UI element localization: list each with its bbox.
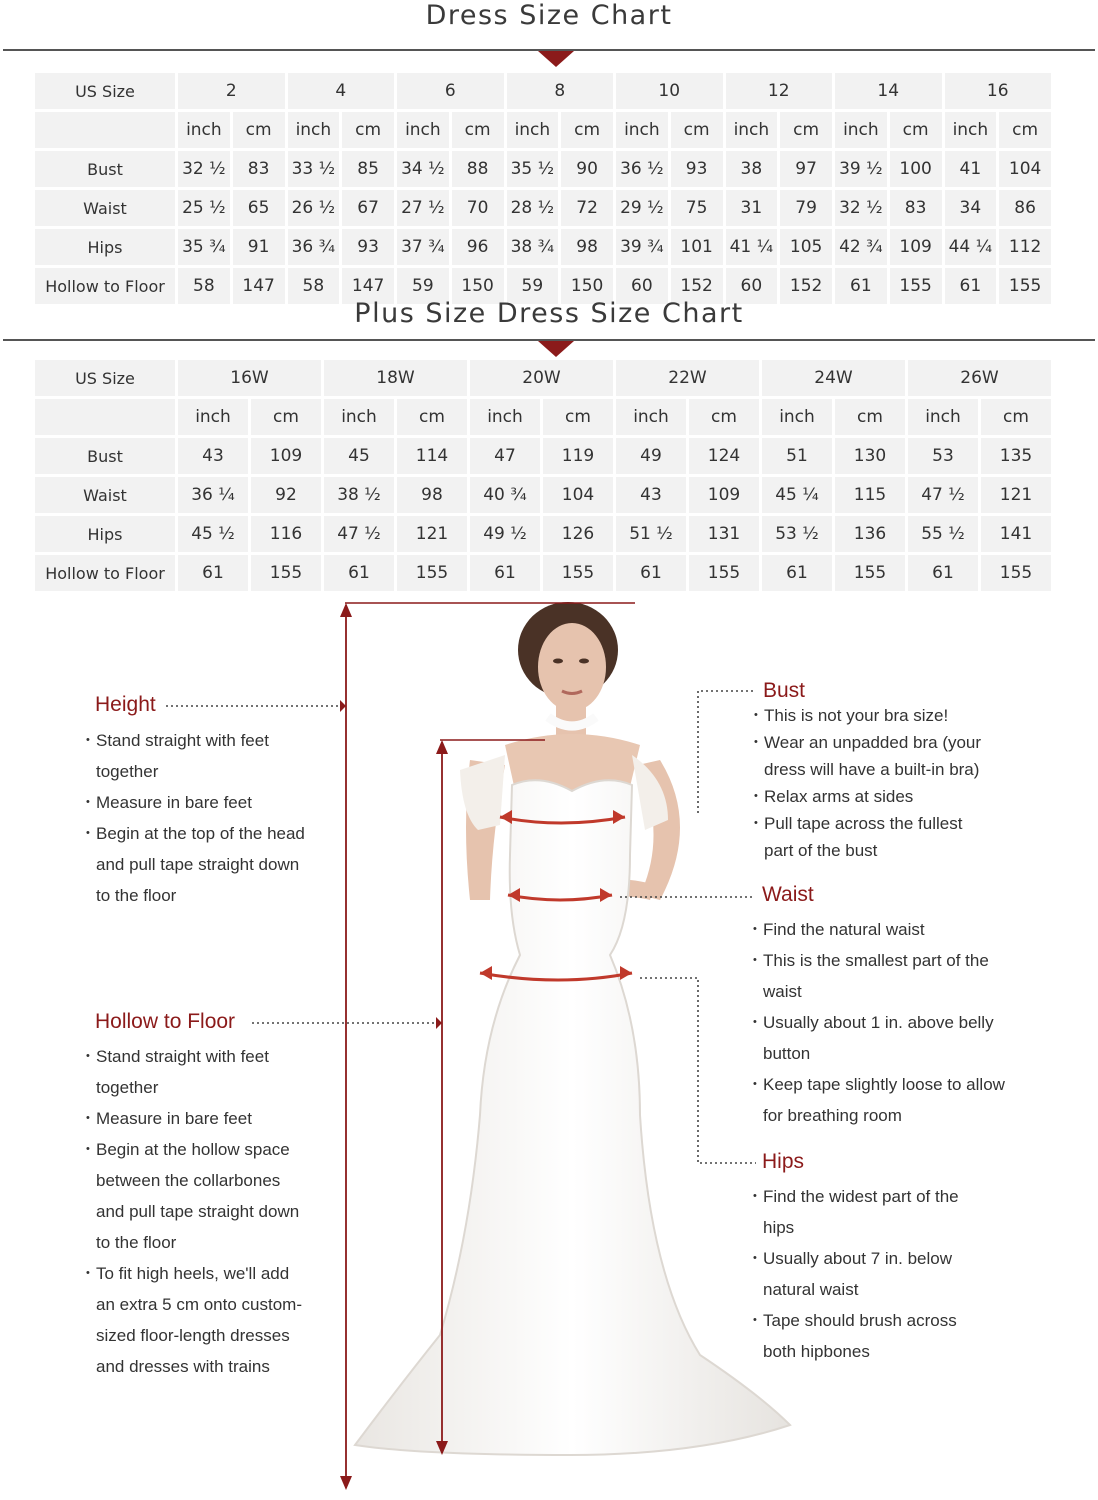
unit-inch: inch: [726, 112, 778, 148]
hips-instructions: [755, 1181, 1055, 1367]
table-cell: 38 ½: [324, 477, 394, 513]
table-cell: 42 ¾: [835, 229, 887, 265]
height-instructions: [88, 725, 328, 911]
table-cell: 136: [835, 516, 905, 552]
table-cell: 131: [689, 516, 759, 552]
table-row: [35, 229, 1051, 265]
standard-chart-title: Dress Size Chart: [425, 0, 673, 31]
table-cell: 109: [890, 229, 942, 265]
waist-instructions: [755, 914, 1055, 1131]
size-header-row: [35, 360, 1051, 396]
table-cell: 61: [470, 555, 540, 591]
table-cell: 85: [342, 151, 394, 187]
table-cell: 60: [616, 268, 668, 304]
table-row: [35, 151, 1051, 187]
instruction-line: • Relax arms at sides: [756, 783, 1056, 810]
table-cell: 121: [981, 477, 1051, 513]
table-cell: 115: [835, 477, 905, 513]
instruction-line: • Pull tape across the fullest: [756, 810, 1056, 837]
table-cell: 45 ½: [178, 516, 248, 552]
instruction-line: natural waist: [763, 1280, 859, 1299]
table-cell: 61: [324, 555, 394, 591]
unit-inch: inch: [945, 112, 997, 148]
instruction-line: both hipbones: [763, 1342, 870, 1361]
unit-inch: inch: [470, 399, 540, 435]
unit-cm: cm: [981, 399, 1051, 435]
unit-inch: inch: [178, 399, 248, 435]
instruction-line: • Find the natural waist: [755, 914, 1055, 945]
unit-cm: cm: [835, 399, 905, 435]
table-cell: 72: [561, 190, 613, 226]
instruction-line: • Measure in bare feet: [88, 1103, 338, 1134]
table-cell: 147: [233, 268, 285, 304]
table-cell: 141: [981, 516, 1051, 552]
unit-inch: inch: [397, 112, 449, 148]
instruction-line: • This is the smallest part of the: [755, 945, 1055, 976]
table-cell: 155: [981, 555, 1051, 591]
table-row: [35, 555, 1051, 591]
table-cell: 155: [251, 555, 321, 591]
unit-cm: cm: [561, 112, 613, 148]
table-cell: 116: [251, 516, 321, 552]
measurement-label: Waist: [35, 477, 175, 513]
height-title: Height: [95, 693, 156, 716]
table-cell: 38 ¾: [507, 229, 559, 265]
instruction-line: and pull tape straight down: [96, 1202, 300, 1221]
table-cell: 97: [780, 151, 832, 187]
instruction-line: to the floor: [96, 886, 177, 905]
instruction-line: together: [96, 1078, 159, 1097]
size-2: 2: [178, 73, 285, 109]
us-size-label: US Size: [35, 360, 175, 396]
table-cell: 112: [999, 229, 1051, 265]
unit-inch: inch: [324, 399, 394, 435]
table-cell: 41: [945, 151, 997, 187]
table-cell: 67: [342, 190, 394, 226]
unit-row: [35, 399, 1051, 435]
table-cell: 135: [981, 438, 1051, 474]
table-cell: 65: [233, 190, 285, 226]
table-cell: 109: [251, 438, 321, 474]
table-cell: 27 ½: [397, 190, 449, 226]
table-row: [35, 190, 1051, 226]
bust-instructions: [756, 702, 1056, 864]
size-26w: 26W: [908, 360, 1051, 396]
table-cell: 92: [251, 477, 321, 513]
table-cell: 34: [945, 190, 997, 226]
divider-notch: [538, 51, 574, 67]
instruction-line: • Find the widest part of the: [755, 1181, 1055, 1212]
unit-cm: cm: [251, 399, 321, 435]
table-cell: 36 ½: [616, 151, 668, 187]
table-cell: 45 ¼: [762, 477, 832, 513]
table-cell: 40 ¾: [470, 477, 540, 513]
size-8: 8: [507, 73, 614, 109]
instruction-line: • Wear an unpadded bra (your: [756, 729, 1056, 756]
table-cell: 25 ½: [178, 190, 230, 226]
table-cell: 34 ½: [397, 151, 449, 187]
instruction-line: between the collarbones: [96, 1171, 281, 1190]
unit-inch: inch: [616, 399, 686, 435]
table-cell: 83: [233, 151, 285, 187]
size-14: 14: [835, 73, 942, 109]
table-cell: 49 ½: [470, 516, 540, 552]
instruction-line: and dresses with trains: [96, 1357, 270, 1376]
bust-title: Bust: [763, 679, 806, 702]
table-cell: 75: [671, 190, 723, 226]
unit-inch: inch: [762, 399, 832, 435]
table-cell: 37 ¾: [397, 229, 449, 265]
standard-size-table: [32, 70, 1054, 307]
table-cell: 41 ¼: [726, 229, 778, 265]
table-cell: 61: [178, 555, 248, 591]
table-cell: 28 ½: [507, 190, 559, 226]
size-4: 4: [288, 73, 395, 109]
table-cell: 96: [452, 229, 504, 265]
unit-cm: cm: [452, 112, 504, 148]
table-row: [35, 438, 1051, 474]
instruction-line: to the floor: [96, 1233, 177, 1252]
face: [538, 623, 606, 711]
table-cell: 59: [507, 268, 559, 304]
table-cell: 150: [452, 268, 504, 304]
table-cell: 39 ½: [835, 151, 887, 187]
table-cell: 100: [890, 151, 942, 187]
table-cell: 98: [561, 229, 613, 265]
table-cell: 155: [397, 555, 467, 591]
instruction-line: • To fit high heels, we'll add: [88, 1258, 338, 1289]
unit-inch: inch: [908, 399, 978, 435]
waist-title: Waist: [762, 883, 814, 906]
measurement-label: Bust: [35, 438, 175, 474]
unit-inch: inch: [616, 112, 668, 148]
table-cell: 32 ½: [835, 190, 887, 226]
table-cell: 36 ¼: [178, 477, 248, 513]
table-cell: 152: [780, 268, 832, 304]
table-cell: 101: [671, 229, 723, 265]
table-cell: 61: [762, 555, 832, 591]
table-cell: 86: [999, 190, 1051, 226]
wedding-dress: [355, 780, 790, 1455]
table-cell: 47 ½: [324, 516, 394, 552]
table-cell: 51: [762, 438, 832, 474]
instruction-line: • Begin at the top of the head: [88, 818, 328, 849]
table-cell: 61: [908, 555, 978, 591]
table-cell: 83: [890, 190, 942, 226]
divider-notch: [538, 341, 574, 357]
unit-cm: cm: [543, 399, 613, 435]
size-header-row: [35, 73, 1051, 109]
table-cell: 88: [452, 151, 504, 187]
instruction-line: • Usually about 7 in. below: [755, 1243, 1055, 1274]
table-cell: 114: [397, 438, 467, 474]
table-cell: 98: [397, 477, 467, 513]
unit-inch: inch: [178, 112, 230, 148]
table-cell: 33 ½: [288, 151, 340, 187]
measurement-label: Hips: [35, 516, 175, 552]
table-cell: 59: [397, 268, 449, 304]
instruction-line: • Stand straight with feet: [88, 1041, 338, 1072]
measurement-guide: [0, 595, 1098, 1500]
size-18w: 18W: [324, 360, 467, 396]
table-cell: 35 ¾: [178, 229, 230, 265]
unit-cm: cm: [397, 399, 467, 435]
unit-inch: inch: [835, 112, 887, 148]
table-cell: 147: [342, 268, 394, 304]
instruction-line: button: [763, 1044, 811, 1063]
table-cell: 104: [999, 151, 1051, 187]
table-cell: 90: [561, 151, 613, 187]
measurement-label: Waist: [35, 190, 175, 226]
unit-row-blank: [35, 112, 175, 148]
table-cell: 104: [543, 477, 613, 513]
table-cell: 36 ¾: [288, 229, 340, 265]
instruction-line: dress will have a built-in bra): [764, 760, 980, 779]
instruction-line: sized floor-length dresses: [96, 1326, 290, 1345]
table-cell: 53: [908, 438, 978, 474]
table-cell: 91: [233, 229, 285, 265]
table-cell: 29 ½: [616, 190, 668, 226]
table-cell: 152: [671, 268, 723, 304]
unit-cm: cm: [233, 112, 285, 148]
table-cell: 55 ½: [908, 516, 978, 552]
hips-title: Hips: [762, 1150, 805, 1173]
instruction-line: and pull tape straight down: [96, 855, 300, 874]
measurement-label: Bust: [35, 151, 175, 187]
table-cell: 121: [397, 516, 467, 552]
instruction-line: • This is not your bra size!: [756, 702, 1056, 729]
plus-chart-title: Plus Size Dress Size Chart: [354, 298, 744, 329]
instruction-line: an extra 5 cm onto custom-: [96, 1295, 302, 1314]
table-cell: 155: [543, 555, 613, 591]
table-cell: 61: [616, 555, 686, 591]
table-cell: 51 ½: [616, 516, 686, 552]
unit-inch: inch: [507, 112, 559, 148]
table-cell: 105: [780, 229, 832, 265]
table-cell: 32 ½: [178, 151, 230, 187]
table-cell: 155: [890, 268, 942, 304]
unit-cm: cm: [671, 112, 723, 148]
instruction-line: for breathing room: [763, 1106, 902, 1125]
table-cell: 43: [616, 477, 686, 513]
table-cell: 26 ½: [288, 190, 340, 226]
table-cell: 35 ½: [507, 151, 559, 187]
unit-cm: cm: [689, 399, 759, 435]
instruction-line: • Measure in bare feet: [88, 787, 328, 818]
table-cell: 39 ¾: [616, 229, 668, 265]
table-cell: 119: [543, 438, 613, 474]
table-cell: 124: [689, 438, 759, 474]
hollow-instructions: [88, 1041, 338, 1382]
table-cell: 150: [561, 268, 613, 304]
measurement-label: Hollow to Floor: [35, 268, 175, 304]
table-cell: 155: [999, 268, 1051, 304]
size-20w: 20W: [470, 360, 613, 396]
table-cell: 58: [288, 268, 340, 304]
table-cell: 58: [178, 268, 230, 304]
table-cell: 109: [689, 477, 759, 513]
size-24w: 24W: [762, 360, 905, 396]
table-cell: 93: [342, 229, 394, 265]
table-cell: 44 ¼: [945, 229, 997, 265]
hollow-title: Hollow to Floor: [95, 1010, 236, 1033]
instruction-line: together: [96, 762, 159, 781]
table-cell: 60: [726, 268, 778, 304]
table-cell: 61: [835, 268, 887, 304]
instruction-line: waist: [763, 982, 802, 1001]
table-cell: 45: [324, 438, 394, 474]
measurement-label: Hollow to Floor: [35, 555, 175, 591]
unit-cm: cm: [890, 112, 942, 148]
instruction-line: • Begin at the hollow space: [88, 1134, 338, 1165]
table-cell: 38: [726, 151, 778, 187]
unit-cm: cm: [999, 112, 1051, 148]
table-cell: 155: [835, 555, 905, 591]
instruction-line: • Usually about 1 in. above belly: [755, 1007, 1055, 1038]
table-cell: 61: [945, 268, 997, 304]
unit-row-blank: [35, 399, 175, 435]
table-cell: 155: [689, 555, 759, 591]
unit-inch: inch: [288, 112, 340, 148]
size-22w: 22W: [616, 360, 759, 396]
table-cell: 31: [726, 190, 778, 226]
instruction-line: • Tape should brush across: [755, 1305, 1055, 1336]
size-16w: 16W: [178, 360, 321, 396]
instruction-line: hips: [763, 1218, 795, 1237]
size-16: 16: [945, 73, 1052, 109]
table-cell: 53 ½: [762, 516, 832, 552]
unit-cm: cm: [780, 112, 832, 148]
unit-row: [35, 112, 1051, 148]
size-6: 6: [397, 73, 504, 109]
unit-cm: cm: [342, 112, 394, 148]
table-row: [35, 516, 1051, 552]
table-cell: 70: [452, 190, 504, 226]
table-cell: 130: [835, 438, 905, 474]
table-cell: 126: [543, 516, 613, 552]
instruction-line: • Stand straight with feet: [88, 725, 328, 756]
size-10: 10: [616, 73, 723, 109]
us-size-label: US Size: [35, 73, 175, 109]
instruction-line: part of the bust: [764, 841, 878, 860]
size-12: 12: [726, 73, 833, 109]
table-cell: 47 ½: [908, 477, 978, 513]
table-row: [35, 477, 1051, 513]
table-cell: 47: [470, 438, 540, 474]
table-cell: 49: [616, 438, 686, 474]
table-cell: 79: [780, 190, 832, 226]
measurement-label: Hips: [35, 229, 175, 265]
plus-size-table: [32, 357, 1054, 594]
table-cell: 93: [671, 151, 723, 187]
instruction-line: • Keep tape slightly loose to allow: [755, 1069, 1055, 1100]
table-cell: 43: [178, 438, 248, 474]
